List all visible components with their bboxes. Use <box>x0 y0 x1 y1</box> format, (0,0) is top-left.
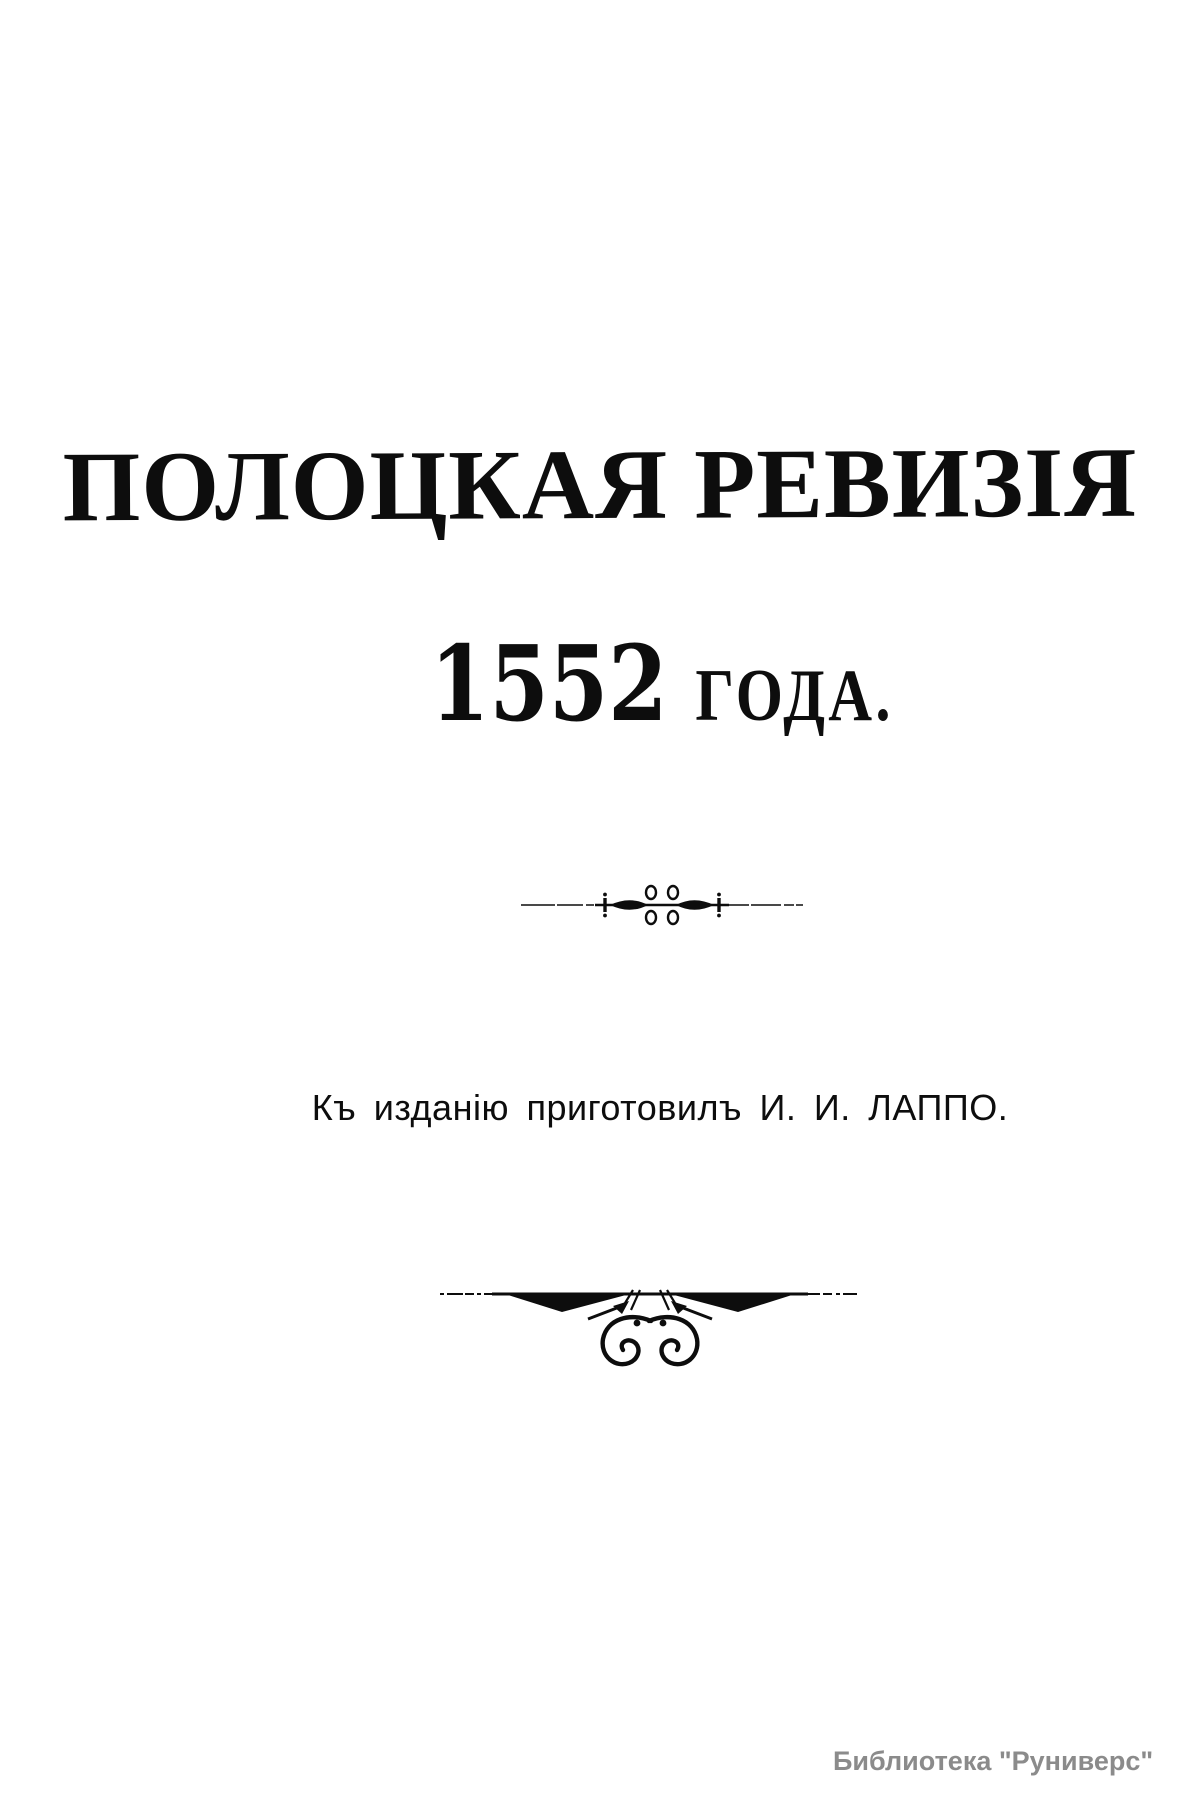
byline: Къ изданію приготовилъ И. И. ЛАППО. <box>311 1087 1009 1128</box>
floral-rule-ornament-icon <box>517 883 807 927</box>
subtitle-year: 1552 <box>430 622 668 745</box>
subtitle-word: ГОДА. <box>695 655 894 737</box>
book-title: ПОЛОЦКАЯ РЕВИЗІЯ <box>62 426 1138 543</box>
book-subtitle <box>430 622 894 745</box>
scroll-tailpiece-ornament-icon <box>440 1286 860 1371</box>
library-watermark: Библиотека "Руниверс" <box>833 1746 1154 1776</box>
